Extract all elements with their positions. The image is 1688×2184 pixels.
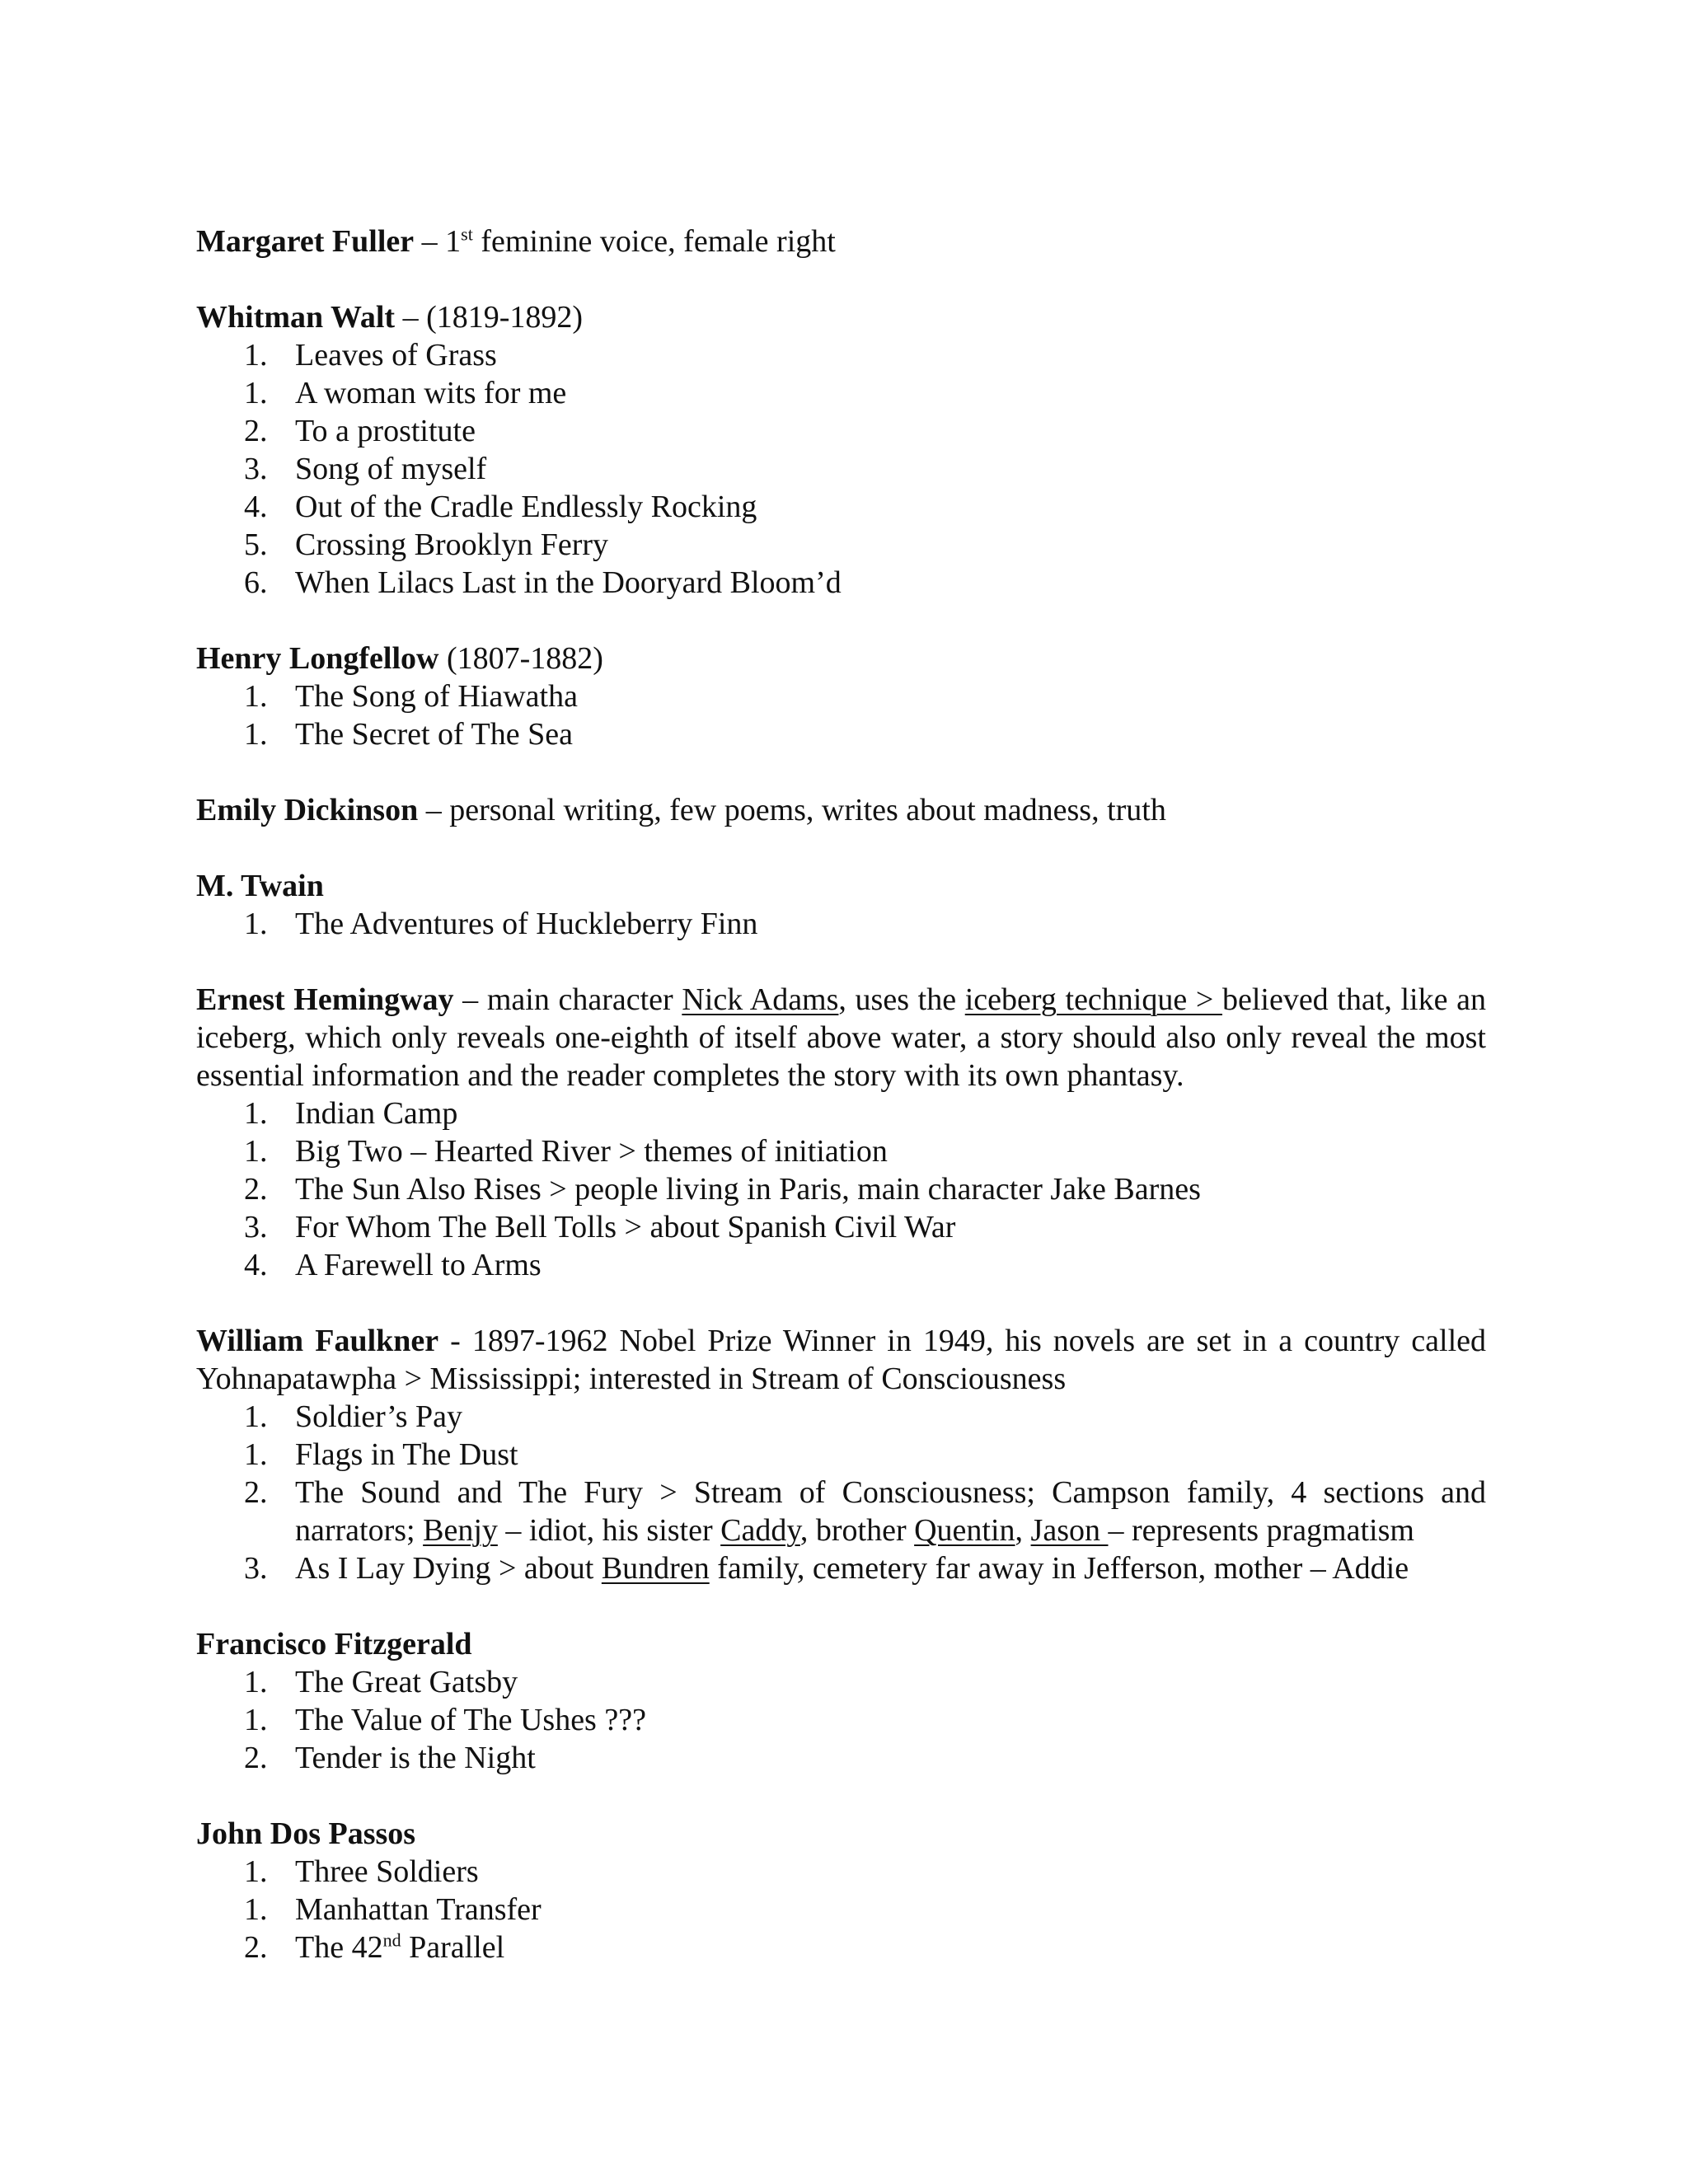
work-title: Big Two – Hearted River > themes of initiation [295, 1134, 888, 1169]
work-title-end: Parallel [401, 1930, 505, 1965]
list-number: 2. [244, 414, 268, 448]
work-title: The Sun Also Rises > people living in Paris, main character Jake Barnes [295, 1172, 1201, 1207]
works-list [196, 1853, 1486, 1966]
works-list [196, 1663, 1486, 1777]
list-item [196, 1929, 1486, 1966]
author-name: Emily Dickinson [196, 793, 419, 827]
ordinal-number: 1 [445, 224, 462, 259]
list-number: 1. [244, 1665, 268, 1699]
work-title: Leaves of Grass [295, 338, 497, 373]
works-list [196, 905, 1486, 943]
work-title: Soldier’s Pay [295, 1399, 463, 1434]
text-fragment: , brother [799, 1513, 915, 1548]
list-item [196, 1170, 1486, 1208]
works-list [196, 1398, 1486, 1587]
list-number: 2. [244, 1930, 268, 1965]
list-item [196, 488, 1486, 526]
author-name: Ernest Hemingway [196, 982, 454, 1017]
work-title: The Great Gatsby [295, 1665, 518, 1699]
author-description: feminine voice, female right [472, 224, 836, 259]
underlined-term: Benjy [423, 1513, 498, 1548]
entry-william-faulkner [196, 1322, 1486, 1587]
text-fragment: As I Lay Dying > about [295, 1551, 602, 1586]
text-fragment: The Sound and The Fury > Stream of Consciousness; Campson family, 4 sections and narrators; [295, 1475, 1486, 1548]
list-number: 1. [244, 1134, 268, 1169]
entry-line [196, 791, 1486, 829]
work-title: Song of myself [295, 452, 487, 486]
list-item [196, 374, 1486, 412]
list-item [196, 1663, 1486, 1701]
entry-francisco-fitzgerald [196, 1625, 1486, 1777]
list-number: 1. [244, 376, 268, 410]
list-item [196, 715, 1486, 753]
work-title: Manhattan Transfer [295, 1892, 542, 1927]
ordinal-suffix: st [461, 223, 473, 245]
entry-line [196, 1625, 1486, 1663]
work-title: The 42 [295, 1930, 383, 1965]
list-number: 1. [244, 1892, 268, 1927]
text-fragment: believed that, like an iceberg, which only reveals one-eighth of itself above water, a story should also only reveal the most essential information and the reader completes the story with its own phantasy. [196, 982, 1486, 1093]
works-list [196, 677, 1486, 753]
entry-line [196, 640, 1486, 677]
list-number: 1. [244, 679, 268, 714]
work-title: To a prostitute [295, 414, 476, 448]
list-number: 1. [244, 1096, 268, 1131]
list-number: 1. [244, 1437, 268, 1472]
list-item [196, 1549, 1486, 1587]
entry-mark-twain [196, 867, 1486, 943]
list-item [196, 677, 1486, 715]
author-name: Henry Longfellow [196, 641, 439, 676]
list-number: 2. [244, 1741, 268, 1775]
list-item [196, 564, 1486, 602]
entry-line [196, 298, 1486, 336]
underlined-term: Nick Adams [682, 982, 839, 1017]
entry-line [196, 867, 1486, 905]
author-name: John Dos Passos [196, 1816, 416, 1851]
author-description: - 1897-1962 Nobel Prize Winner in 1949, his novels are set in a country called Yohnapatawpha > Mississippi; interested in Stream of Consciousness [196, 1324, 1486, 1396]
list-number: 4. [244, 1248, 268, 1282]
work-title: The Adventures of Huckleberry Finn [295, 907, 758, 941]
work-title: The Secret of The Sea [295, 717, 573, 752]
text-fragment: , uses the [838, 982, 965, 1017]
list-number: 2. [244, 1172, 268, 1207]
work-title: Indian Camp [295, 1096, 458, 1131]
entry-emily-dickinson [196, 791, 1486, 829]
work-title: Three Soldiers [295, 1854, 479, 1889]
text-fragment: – represents pragmatism [1108, 1513, 1414, 1548]
entry-john-dos-passos [196, 1815, 1486, 1966]
work-title: When Lilacs Last in the Dooryard Bloom’d [295, 565, 842, 600]
list-number: 3. [244, 452, 268, 486]
underlined-term: Jason [1030, 1513, 1109, 1548]
entry-ernest-hemingway [196, 981, 1486, 1284]
text-fragment: – idiot, his sister [497, 1513, 721, 1548]
work-title: Tender is the Night [295, 1741, 536, 1775]
author-description: (1807-1882) [438, 641, 603, 676]
list-item [196, 1474, 1486, 1549]
list-item [196, 336, 1486, 374]
list-number: 1. [244, 338, 268, 373]
works-list [196, 1094, 1486, 1284]
list-number: 5. [244, 527, 268, 562]
entry-line [196, 223, 1486, 260]
work-title: Flags in The Dust [295, 1437, 518, 1472]
underlined-term: Bundren [601, 1551, 710, 1586]
separator: – [414, 224, 446, 259]
list-item [196, 1701, 1486, 1739]
list-item [196, 1132, 1486, 1170]
work-title: The Value of The Ushes ??? [295, 1703, 646, 1737]
list-item [196, 1094, 1486, 1132]
entry-paragraph [196, 981, 1486, 1094]
list-item [196, 1436, 1486, 1474]
work-title: The Song of Hiawatha [295, 679, 578, 714]
list-item [196, 1853, 1486, 1891]
entry-walt-whitman [196, 298, 1486, 602]
list-number: 3. [244, 1210, 268, 1244]
underlined-term: iceberg technique > [964, 982, 1222, 1017]
author-name: Whitman Walt [196, 300, 396, 335]
list-number: 1. [244, 1854, 268, 1889]
list-number: 1. [244, 1399, 268, 1434]
list-item [196, 905, 1486, 943]
author-name: M. Twain [196, 869, 324, 903]
work-title: A woman wits for me [295, 376, 567, 410]
list-number: 2. [244, 1475, 268, 1510]
list-item [196, 412, 1486, 450]
underlined-term: Caddy [720, 1513, 800, 1548]
underlined-term: Quentin [914, 1513, 1015, 1548]
list-item [196, 1398, 1486, 1436]
list-item [196, 450, 1486, 488]
list-number: 1. [244, 907, 268, 941]
list-number: 4. [244, 490, 268, 524]
list-item [196, 1739, 1486, 1777]
entry-henry-longfellow [196, 640, 1486, 753]
author-description: – (1819-1892) [395, 300, 584, 335]
entry-paragraph [196, 1322, 1486, 1398]
text-fragment: family, cemetery far away in Jefferson, mother – Addie [709, 1551, 1409, 1586]
work-title: A Farewell to Arms [295, 1248, 542, 1282]
author-description: – personal writing, few poems, writes about madness, truth [418, 793, 1166, 827]
list-item [196, 1208, 1486, 1246]
author-name: William Faulkner [196, 1324, 439, 1358]
text-fragment: – main character [453, 982, 682, 1017]
list-number: 6. [244, 565, 268, 600]
ordinal-suffix: nd [382, 1929, 401, 1951]
list-number: 1. [244, 1703, 268, 1737]
entry-line [196, 1815, 1486, 1853]
list-item [196, 1246, 1486, 1284]
list-number: 1. [244, 717, 268, 752]
author-name: Francisco Fitzgerald [196, 1627, 472, 1661]
work-title: Out of the Cradle Endlessly Rocking [295, 490, 757, 524]
author-name: Margaret Fuller [196, 224, 415, 259]
text-fragment: , [1015, 1513, 1031, 1548]
work-title: For Whom The Bell Tolls > about Spanish Civil War [295, 1210, 956, 1244]
list-number: 3. [244, 1551, 268, 1586]
works-list [196, 336, 1486, 602]
list-item [196, 1891, 1486, 1929]
list-item [196, 526, 1486, 564]
entry-margaret-fuller [196, 223, 1486, 260]
work-title: Crossing Brooklyn Ferry [295, 527, 608, 562]
